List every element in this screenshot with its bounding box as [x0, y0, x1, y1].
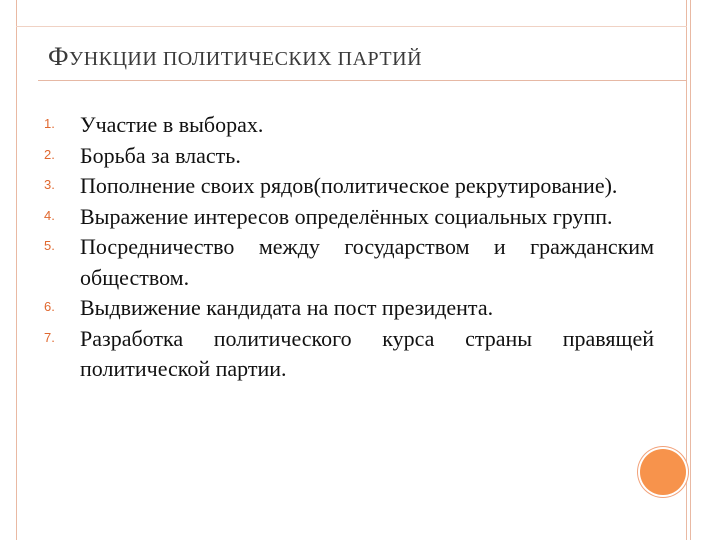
slide-title [48, 42, 422, 72]
list-text: Разработка политического курса страны правящей политической партии. [80, 325, 654, 381]
decorative-circle [640, 449, 686, 495]
list-item [44, 324, 654, 385]
list-number: 6. [44, 299, 55, 314]
list-number: 5. [44, 238, 55, 253]
list-item [44, 202, 654, 233]
list-text: Участие в выборах. [80, 112, 264, 137]
list-text: Пополнение своих рядов(политическое рекрутирование). [80, 173, 618, 198]
list-number: 2. [44, 146, 55, 162]
list-item [44, 141, 654, 172]
title-rest: УНКЦИИ ПОЛИТИЧЕСКИХ ПАРТИЙ [69, 48, 423, 70]
list-text: Борьба за власть. [80, 142, 241, 168]
list-text: Посредничество между государством и гражданским обществом. [80, 234, 654, 290]
list-item [44, 110, 654, 141]
list-number: 1. [44, 116, 55, 131]
list-item [44, 171, 654, 202]
list-text: Выражение интересов определённых социальных групп. [80, 203, 613, 229]
functions-list [44, 110, 654, 385]
list-number: 4. [44, 207, 55, 223]
list-text: Выдвижение кандидата на пост президента. [80, 295, 494, 320]
list-number: 3. [44, 177, 55, 192]
title-underline [38, 80, 687, 81]
title-first-letter: Ф [48, 42, 70, 71]
list-number: 7. [44, 329, 55, 345]
list-item [44, 232, 654, 293]
top-decorative-line [16, 26, 687, 27]
list-item [44, 293, 654, 324]
frame-right-line [690, 0, 691, 540]
